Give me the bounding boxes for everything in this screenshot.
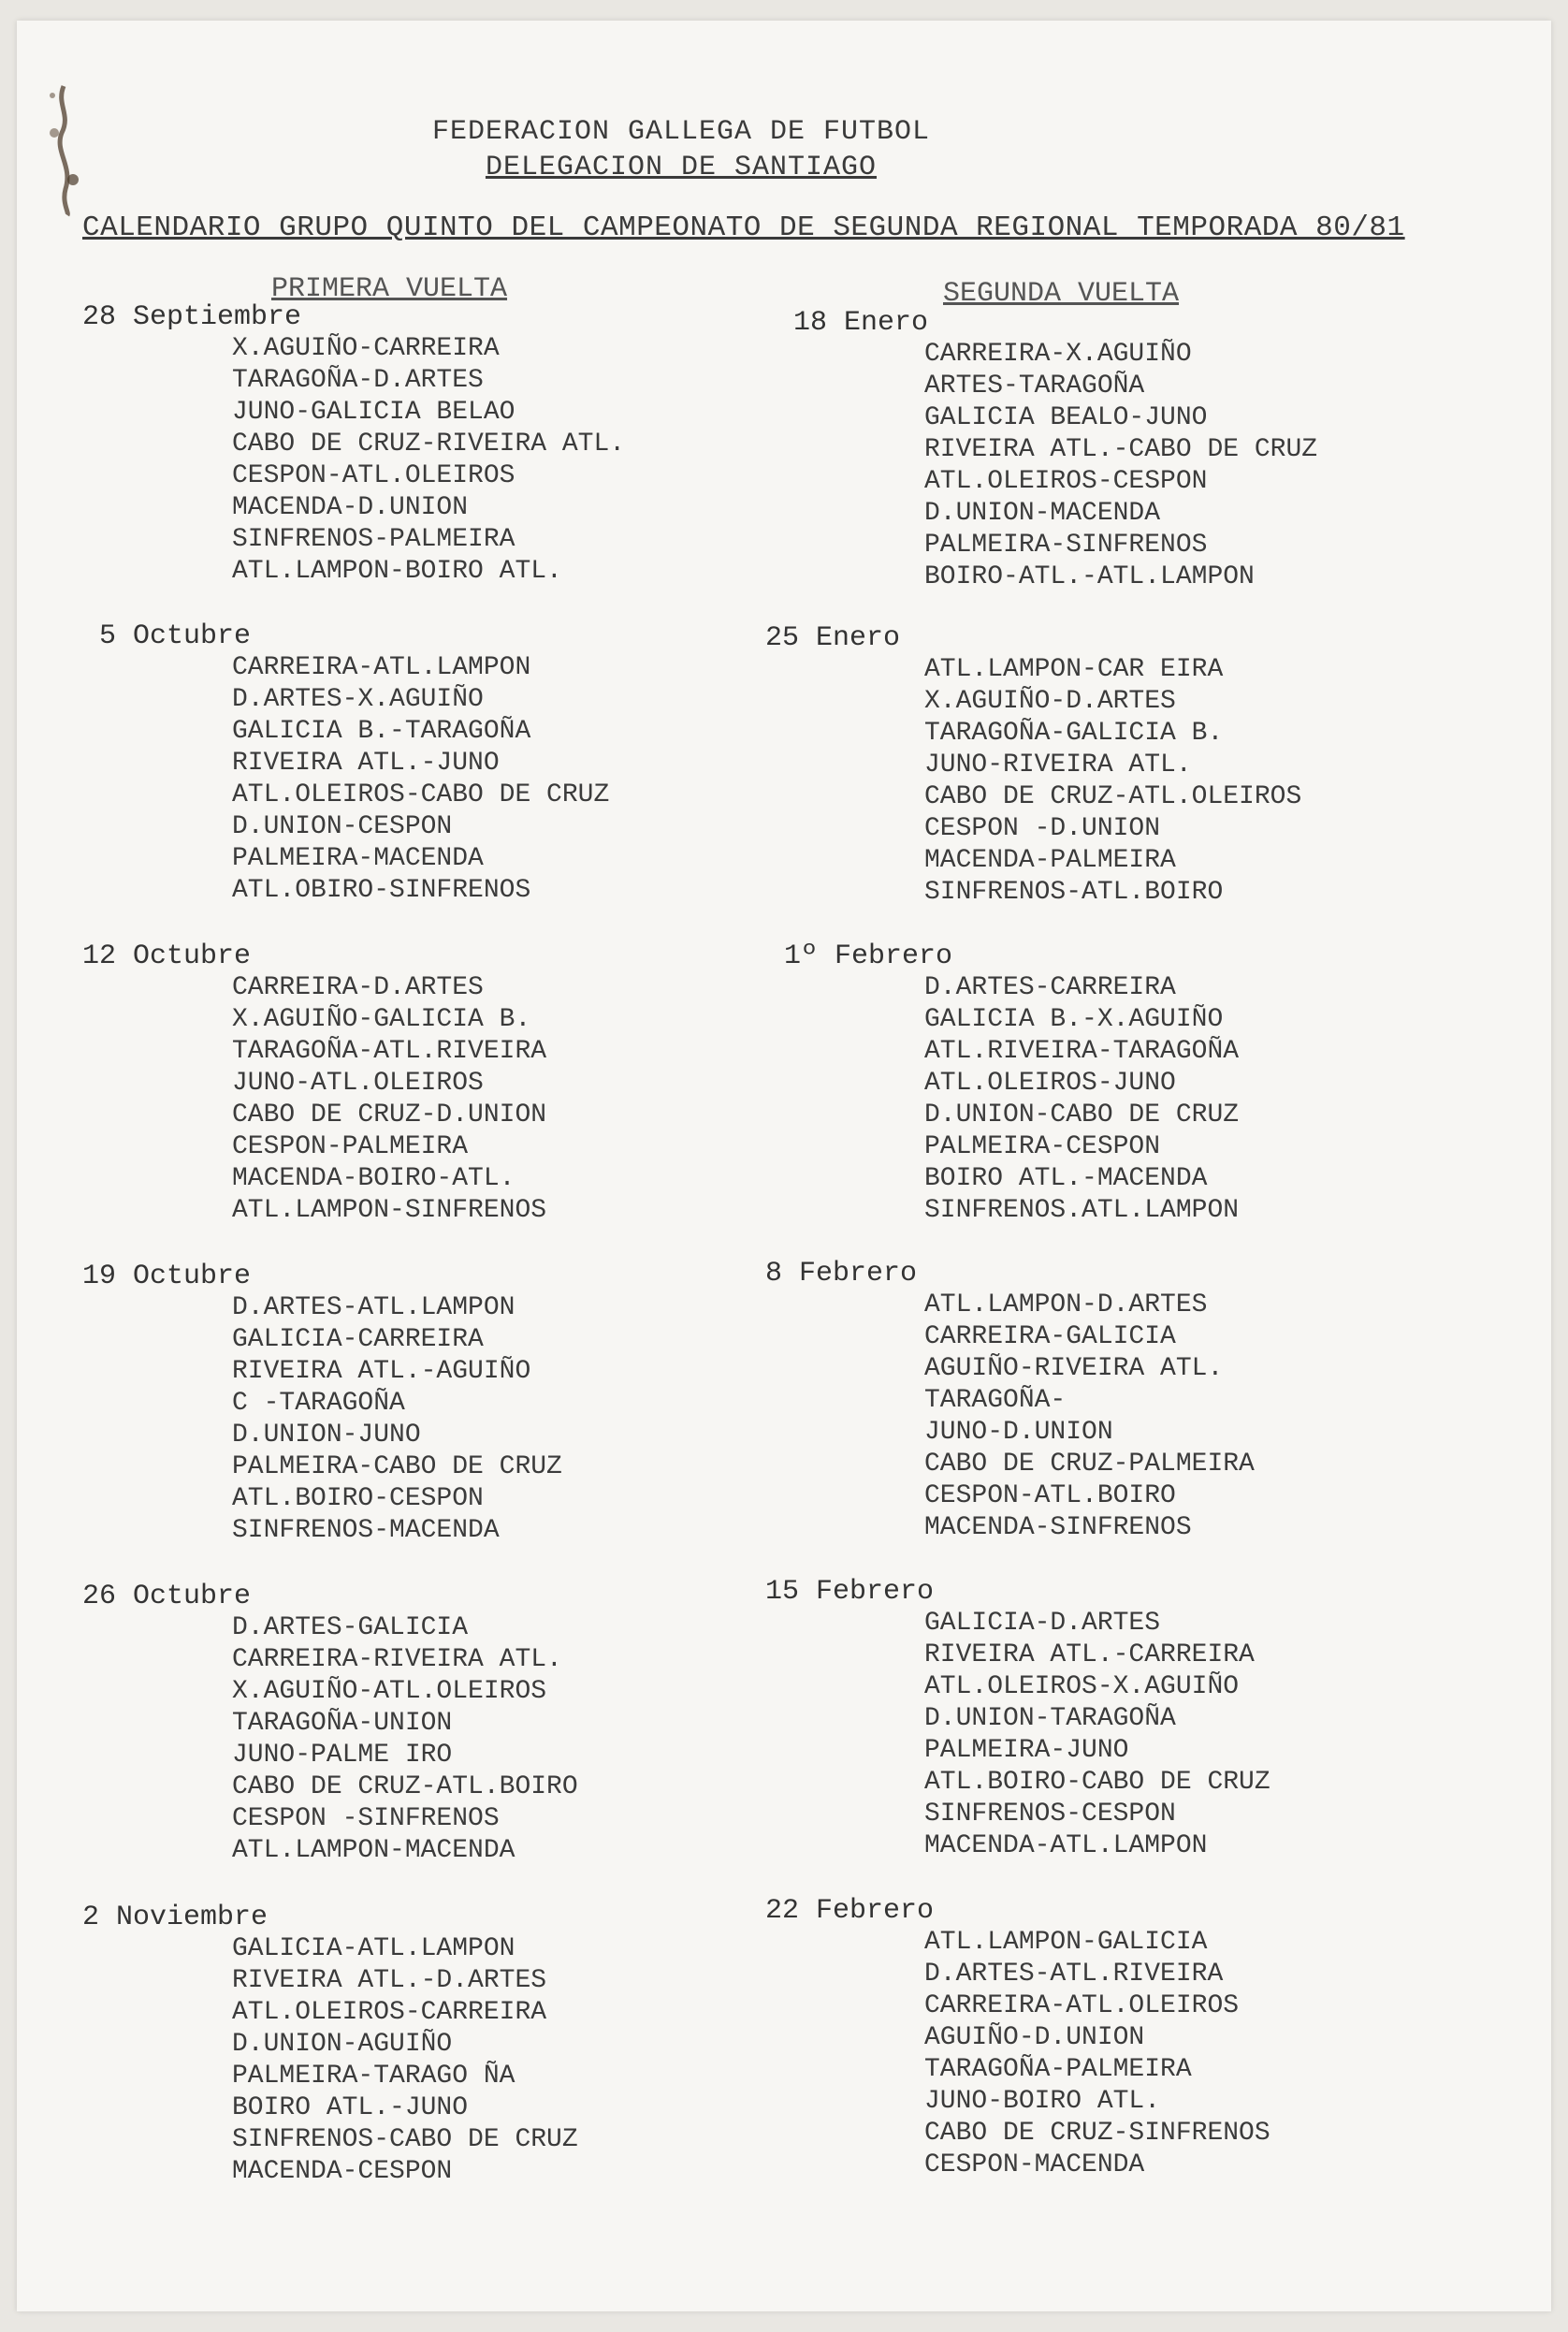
match-line: RIVEIRA ATL.-CARREIRA bbox=[924, 1640, 1255, 1669]
match-line: ATL.LAMPON-BOIRO ATL. bbox=[232, 557, 562, 586]
match-line: ATL.BOIRO-CESPON bbox=[232, 1484, 484, 1513]
round-block bbox=[82, 301, 756, 588]
match-line: CESPON-ATL.BOIRO bbox=[924, 1481, 1176, 1510]
round-date: 5 Octubre bbox=[99, 620, 252, 652]
calendar-title: CALENDARIO GRUPO QUINTO DEL CAMPEONATO DE SEGUNDA REGIONAL TEMPORADA 80/81 bbox=[82, 211, 1405, 244]
match-line: BOIRO ATL.-MACENDA bbox=[924, 1164, 1208, 1193]
match-line: GALICIA B.-TARAGOÑA bbox=[232, 717, 531, 746]
match-line: ATL.OLEIROS-CESPON bbox=[924, 467, 1208, 496]
match-line: CESPON-MACENDA bbox=[924, 2150, 1145, 2179]
match-line: SINFRENOS.ATL.LAMPON bbox=[924, 1196, 1240, 1225]
match-line: D.UNION-TARAGOÑA bbox=[924, 1704, 1176, 1733]
match-line: CARREIRA-D.ARTES bbox=[232, 973, 484, 1002]
match-line: BOIRO-ATL.-ATL.LAMPON bbox=[924, 562, 1255, 591]
match-line: ATL.LAMPON-CAR EIRA bbox=[924, 655, 1224, 684]
match-line: JUNO-GALICIA BELAO bbox=[232, 398, 515, 427]
match-line: GALICIA BEALO-JUNO bbox=[924, 403, 1208, 432]
round-date: 19 Octubre bbox=[82, 1261, 252, 1292]
match-line: MACENDA-D.UNION bbox=[232, 493, 469, 522]
match-line: PALMEIRA-JUNO bbox=[924, 1736, 1129, 1765]
match-line: JUNO-D.UNION bbox=[924, 1418, 1113, 1447]
match-line: CABO DE CRUZ-PALMEIRA bbox=[924, 1450, 1255, 1479]
round-block bbox=[765, 1895, 1439, 2181]
match-line: ATL.LAMPON-D.ARTES bbox=[924, 1290, 1208, 1319]
match-line: CARREIRA-ATL.LAMPON bbox=[232, 653, 531, 682]
round-date: 25 Enero bbox=[765, 622, 901, 654]
match-line: SINFRENOS-PALMEIRA bbox=[232, 525, 515, 554]
match-line: CARREIRA-ATL.OLEIROS bbox=[924, 1991, 1240, 2020]
match-line: CESPON -D.UNION bbox=[924, 814, 1161, 843]
match-line: MACENDA-ATL.LAMPON bbox=[924, 1831, 1208, 1860]
match-line: C -TARAGOÑA bbox=[232, 1389, 405, 1418]
match-line: D.ARTES-X.AGUIÑO bbox=[232, 685, 484, 714]
match-line: PALMEIRA-TARAGO ÑA bbox=[232, 2062, 515, 2091]
match-line: JUNO-ATL.OLEIROS bbox=[232, 1069, 484, 1098]
match-line: D.ARTES-GALICIA bbox=[232, 1613, 469, 1642]
match-line: ATL.OLEIROS-JUNO bbox=[924, 1069, 1176, 1098]
match-line: X.AGUIÑO-D.ARTES bbox=[924, 687, 1176, 716]
round-date: 1º Febrero bbox=[784, 940, 953, 972]
match-line: D.UNION-CESPON bbox=[232, 812, 453, 841]
match-line: CESPON -SINFRENOS bbox=[232, 1804, 500, 1833]
round-block bbox=[765, 940, 1439, 1227]
match-line: CARREIRA-GALICIA bbox=[924, 1322, 1176, 1351]
match-line: ATL.LAMPON-MACENDA bbox=[232, 1836, 515, 1865]
match-line: PALMEIRA-MACENDA bbox=[232, 844, 484, 873]
round-block bbox=[82, 940, 756, 1227]
round-block bbox=[765, 307, 1439, 593]
match-line: CABO DE CRUZ-D.UNION bbox=[232, 1100, 547, 1130]
federation-title: FEDERACION GALLEGA DE FUTBOL bbox=[431, 116, 931, 148]
delegation-title: DELEGACION DE SANTIAGO bbox=[485, 152, 878, 183]
match-line: JUNO-RIVEIRA ATL. bbox=[924, 751, 1192, 780]
ink-stain bbox=[45, 77, 88, 217]
match-line: PALMEIRA-SINFRENOS bbox=[924, 531, 1208, 560]
match-line: SINFRENOS-MACENDA bbox=[232, 1516, 500, 1545]
round-block bbox=[765, 622, 1439, 909]
round-date: 18 Enero bbox=[793, 307, 929, 339]
match-line: ATL.OLEIROS-CARREIRA bbox=[232, 1998, 547, 2027]
match-line: ATL.BOIRO-CABO DE CRUZ bbox=[924, 1768, 1270, 1797]
round-date: 8 Febrero bbox=[765, 1258, 918, 1290]
match-line: CARREIRA-RIVEIRA ATL. bbox=[232, 1645, 562, 1674]
match-line: CESPON-PALMEIRA bbox=[232, 1132, 469, 1161]
round-block bbox=[765, 1576, 1439, 1862]
match-line: SINFRENOS-CABO DE CRUZ bbox=[232, 2125, 578, 2154]
round-block bbox=[82, 1581, 756, 1867]
match-line: RIVEIRA ATL.-CABO DE CRUZ bbox=[924, 435, 1318, 464]
match-line: ATL.LAMPON-SINFRENOS bbox=[232, 1196, 547, 1225]
match-line: TARAGOÑA-GALICIA B. bbox=[924, 719, 1224, 748]
match-line: JUNO-PALME IRO bbox=[232, 1741, 453, 1770]
match-line: RIVEIRA ATL.-D.ARTES bbox=[232, 1966, 547, 1995]
match-line: SINFRENOS-CESPON bbox=[924, 1800, 1176, 1829]
round-date: 26 Octubre bbox=[82, 1581, 252, 1612]
match-line: PALMEIRA-CESPON bbox=[924, 1132, 1161, 1161]
match-line: RIVEIRA ATL.-AGUIÑO bbox=[232, 1357, 531, 1386]
match-line: D.ARTES-ATL.LAMPON bbox=[232, 1293, 515, 1322]
match-line: CESPON-ATL.OLEIROS bbox=[232, 461, 515, 490]
round-date: 22 Febrero bbox=[765, 1895, 935, 1927]
match-line: CARREIRA-X.AGUIÑO bbox=[924, 340, 1192, 369]
round-date: 12 Octubre bbox=[82, 940, 252, 972]
match-line: TARAGOÑA-ATL.RIVEIRA bbox=[232, 1037, 547, 1066]
round-block bbox=[82, 1902, 756, 2188]
match-line: TARAGOÑA-UNION bbox=[232, 1709, 453, 1738]
match-line: GALICIA-CARREIRA bbox=[232, 1325, 484, 1354]
match-line: CABO DE CRUZ-RIVEIRA ATL. bbox=[232, 430, 626, 459]
match-line: BOIRO ATL.-JUNO bbox=[232, 2093, 469, 2122]
round-block bbox=[765, 1258, 1439, 1544]
match-line: D.ARTES-ATL.RIVEIRA bbox=[924, 1960, 1224, 1989]
primera-vuelta-title: PRIMERA VUELTA bbox=[271, 273, 508, 305]
match-line: X.AGUIÑO-GALICIA B. bbox=[232, 1005, 531, 1034]
match-line: MACENDA-CESPON bbox=[232, 2157, 453, 2186]
match-line: ARTES-TARAGOÑA bbox=[924, 372, 1145, 401]
match-line: X.AGUIÑO-CARREIRA bbox=[232, 334, 500, 363]
match-line: ATL.OLEIROS-X.AGUIÑO bbox=[924, 1672, 1240, 1701]
segunda-vuelta-title: SEGUNDA VUELTA bbox=[943, 278, 1180, 310]
round-block bbox=[82, 620, 756, 907]
document-page bbox=[17, 21, 1551, 2311]
match-line: TARAGOÑA- bbox=[924, 1386, 1067, 1415]
match-line: CABO DE CRUZ-SINFRENOS bbox=[924, 2119, 1270, 2148]
match-line: MACENDA-SINFRENOS bbox=[924, 1513, 1192, 1542]
match-line: AGUIÑO-D.UNION bbox=[924, 2023, 1145, 2052]
match-line: ATL.LAMPON-GALICIA bbox=[924, 1928, 1208, 1957]
round-date: 2 Noviembre bbox=[82, 1902, 269, 1933]
match-line: D.UNION-JUNO bbox=[232, 1421, 421, 1450]
match-line: GALICIA-ATL.LAMPON bbox=[232, 1934, 515, 1963]
match-line: TARAGOÑA-PALMEIRA bbox=[924, 2055, 1192, 2084]
match-line: ATL.OLEIROS-CABO DE CRUZ bbox=[232, 780, 610, 809]
round-date: 15 Febrero bbox=[765, 1576, 935, 1608]
match-line: AGUIÑO-RIVEIRA ATL. bbox=[924, 1354, 1224, 1383]
match-line: CABO DE CRUZ-ATL.BOIRO bbox=[232, 1772, 578, 1801]
match-line: D.ARTES-CARREIRA bbox=[924, 973, 1176, 1002]
match-line: PALMEIRA-CABO DE CRUZ bbox=[232, 1452, 562, 1481]
match-line: ATL.OBIRO-SINFRENOS bbox=[232, 876, 531, 905]
round-date: 28 Septiembre bbox=[82, 301, 302, 333]
match-line: TARAGOÑA-D.ARTES bbox=[232, 366, 484, 395]
match-line: CABO DE CRUZ-ATL.OLEIROS bbox=[924, 782, 1302, 811]
round-block bbox=[82, 1261, 756, 1547]
match-line: D.UNION-CABO DE CRUZ bbox=[924, 1100, 1240, 1130]
match-line: MACENDA-BOIRO-ATL. bbox=[232, 1164, 515, 1193]
match-line: X.AGUIÑO-ATL.OLEIROS bbox=[232, 1677, 547, 1706]
match-line: GALICIA B.-X.AGUIÑO bbox=[924, 1005, 1224, 1034]
match-line: SINFRENOS-ATL.BOIRO bbox=[924, 878, 1224, 907]
match-line: ATL.RIVEIRA-TARAGOÑA bbox=[924, 1037, 1240, 1066]
match-line: D.UNION-AGUIÑO bbox=[232, 2030, 453, 2059]
match-line: GALICIA-D.ARTES bbox=[924, 1609, 1161, 1638]
match-line: D.UNION-MACENDA bbox=[924, 499, 1161, 528]
match-line: RIVEIRA ATL.-JUNO bbox=[232, 749, 500, 778]
match-line: JUNO-BOIRO ATL. bbox=[924, 2087, 1161, 2116]
match-line: MACENDA-PALMEIRA bbox=[924, 846, 1176, 875]
